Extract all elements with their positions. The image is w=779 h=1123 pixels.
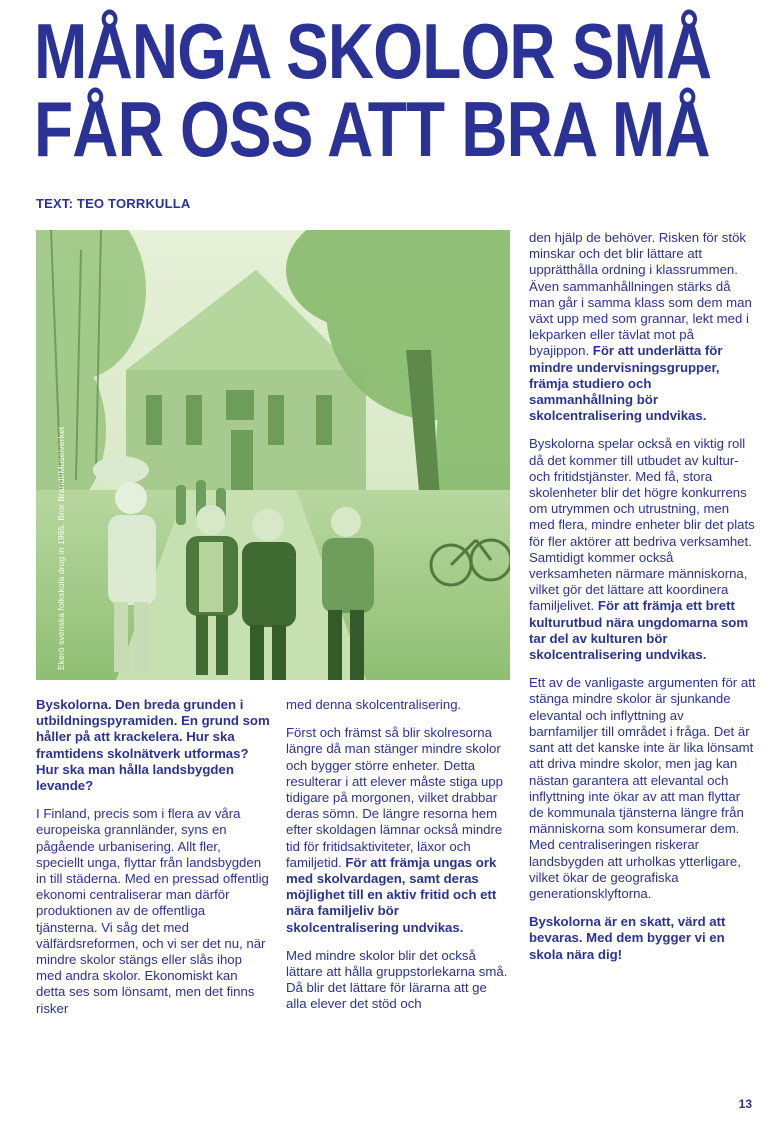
body-paragraph: I Finland, precis som i flera av våra europeiska grannländer, syns en pågående urbanisering. Allt fler, speciellt unga, flyttar från landsbygden in till städerna. Med en pressad offentlig ekonomi centraliserar man därför produktionen av de offentliga tjänsterna. Vi såg det med välfärdsreformen, och vi ser det nu, när mindre skolor stängs eller slås ihop med andra skolor. Ekonomiskt kan detta ses som lönsamt, men det finns risker [36, 806, 269, 1016]
emphasis-text: För att underlätta för mindre undervisningsgrupper, främja studiero och sammanhållning bör skolcentralisering undvikas. [529, 343, 723, 424]
headline-line-2: FÅR OSS ATT BRA MÅ [34, 85, 710, 173]
body-paragraph: Ett av de vanligaste argumenten för att stänga mindre skolor är sjunkande elevantal och inflyttning av barnfamiljer till området i fråga. Det är sant att det kanske inte är lika lönsamt att driva mindre skolor, men jag kan nästan garantera att elevantal och inflyttning inte ökar av att man flyttar de kommunala tjänsterna längre från människorna som konsumerar dem. Med centraliseringen riskerar landsbygden att urholkas ytterligare, vilket ökar de geografiska generationsklyftorna. [529, 675, 756, 901]
photo-caption: Ekerö svenska folkskola drog in 1965. Bror Brandt/Museiverket [56, 426, 66, 670]
body-paragraph: Med mindre skolor blir det också lättare att hålla gruppstorlekarna små. Då blir det lättare för lärarna att ge alla elever det stöd och [286, 947, 508, 1012]
body-paragraph: Först och främst så blir skolresorna längre då man stänger mindre skolor och bygger större enheter. Detta resulterar i att elever måste stiga upp tidigare på morgonen, vilket drabbar deras sömn. De längre resorna hem efter skoldagen lämnar också mindre tid för fritidsaktiviteter, läxor och familjetid. [286, 725, 503, 870]
photo-illustration [36, 230, 510, 680]
article-column-2 [286, 697, 510, 1025]
page-number: 13 [738, 1097, 752, 1111]
body-paragraph-continued: med denna skolcentralisering. [286, 697, 462, 712]
byline: TEXT: TEO TORRKULLA [36, 196, 191, 211]
lead-paragraph: Byskolorna. Den breda grunden i utbildningspyramiden. En grund som håller på att krackelera. Hur ska framtidens skolnätverk utformas? Hur ska man hålla landsbygden levande? [36, 697, 270, 794]
body-paragraph: Byskolorna spelar också en viktig roll då det kommer till utbudet av kultur- och fritidstjänster. Med få, stora skolenheter blir det högre konkurrens om utrymmen och utrustning, men med flera, mindre enheter blir det plats för fler aktörer att bedriva verksamhet. Samtidigt kommer också verksamheten närmare människorna, vilket gör det lättare att koordinera familjelivet. [529, 436, 755, 614]
closing-statement: Byskolorna är en skatt, värd att bevaras. Med dem bygger vi en skola nära dig! [529, 914, 726, 962]
emphasis-text: För att främja ett brett kulturutbud nära ungdomarna som tar del av kulturen bör skolcentralisering undvikas. [529, 598, 749, 663]
emphasis-text: För att främja ungas ork med skolvardagen, samt deras möjlighet till en aktiv fritid och ett nära familjeliv bör skolcentralisering undvikas. [286, 854, 497, 935]
headline-line-1: MÅNGA SKOLOR SMÅ [34, 7, 712, 95]
article-photo [36, 230, 510, 680]
article-column-1 [36, 697, 270, 1029]
headline [34, 7, 756, 173]
article-column-3 [529, 230, 756, 975]
body-paragraph: den hjälp de behöver. Risken för stök minskar och det blir lättare att upprätthålla ordning i klassrummen. Även sammanhållningen stärks då man går i samma klass som dem man växt upp med som grannar, lekt med i lekparken eller tävlat mot på byajippon. [529, 230, 752, 359]
